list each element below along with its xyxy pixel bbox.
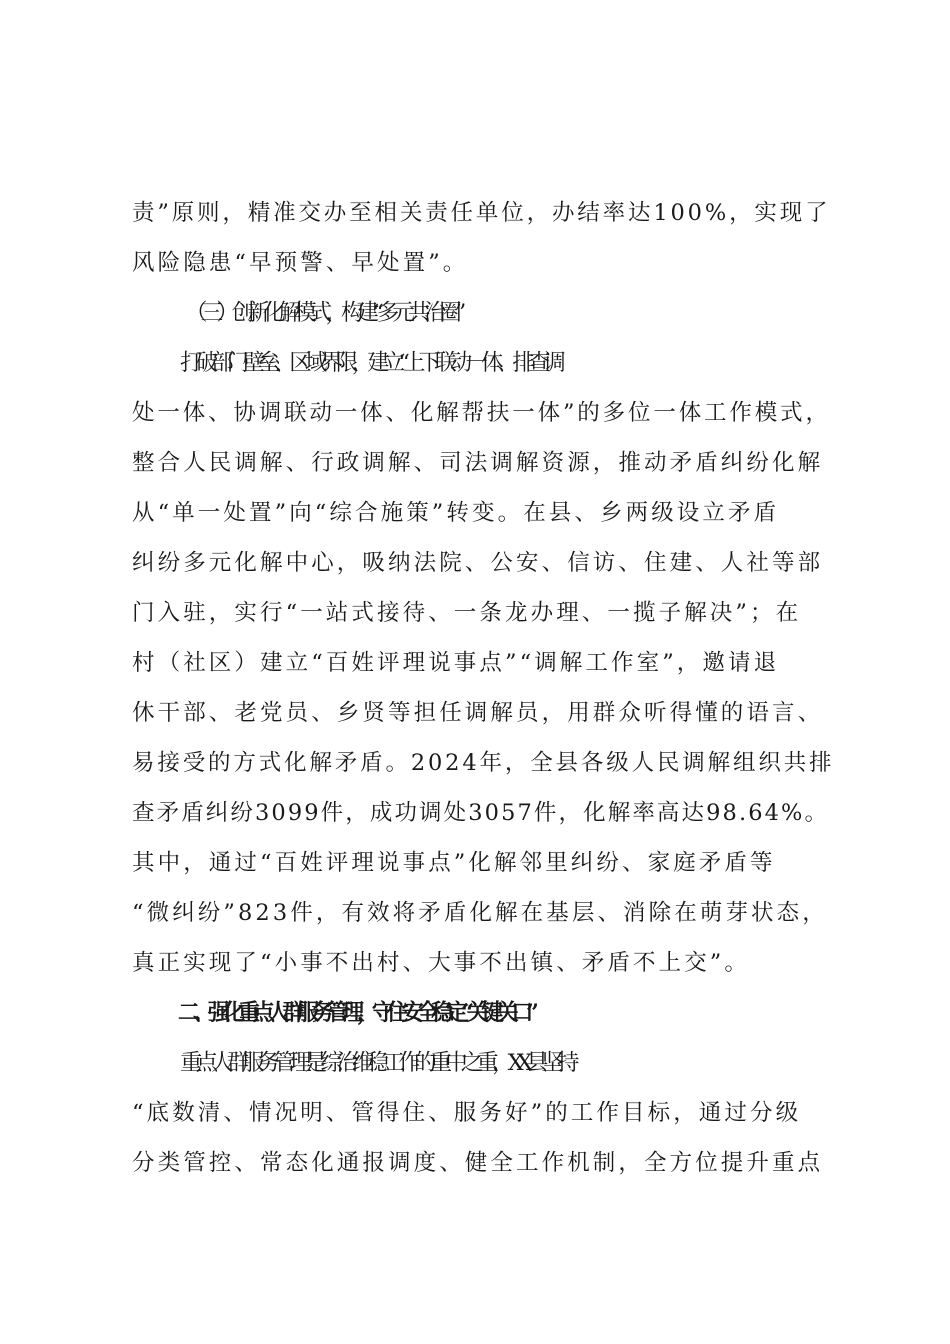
paragraph-line: 责”原则，精准交办至相关责任单位，办结率达100%，实现了 (132, 200, 831, 226)
paragraph-line: “底数清、情况明、管得住、服务好”的工作目标，通过分级 (132, 1100, 802, 1126)
paragraph-line: 重点人群服务管理是综治维稳工作的重中之重，XX县坚持 (180, 1050, 573, 1076)
paragraph-line: 打破部门壁垒、区域界限，建立“上下联动一体、排查调 (180, 350, 560, 376)
paragraph-line: “微纠纷”823件，有效将矛盾化解在基层、消除在萌芽状态， (132, 900, 828, 926)
paragraph-line: 易接受的方式化解矛盾。2024年，全县各级人民调解组织共排 (132, 750, 835, 776)
paragraph-line: 风险隐患“早预警、早处置”。 (132, 250, 469, 276)
paragraph-line: 休干部、老党员、乡贤等担任调解员，用群众听得懂的语言、 (132, 700, 824, 726)
paragraph-line: 查矛盾纠纷3099件，成功调处3057件，化解率高达98.64%。 (132, 800, 830, 826)
paragraph-line: 其中，通过“百姓评理说事点”化解邻里纠纷、家庭矛盾等 (132, 850, 776, 876)
paragraph-line: 真正实现了“小事不出村、大事不出镇、矛盾不上交”。 (132, 950, 751, 976)
paragraph-line: 处一体、协调联动一体、化解帮扶一体”的多位一体工作模式， (132, 400, 831, 426)
paragraph-line: 从“单一处置”向“综合施策”转变。在县、乡两级设立矛盾 (132, 500, 780, 526)
section-subheading: （三）创新化解模式，构建“多元共治圈” (185, 300, 460, 326)
paragraph-line: 纠纷多元化解中心，吸纳法院、公安、信访、住建、人社等部 (132, 550, 824, 576)
section-heading: 二、强化重点人群服务管理，守住安全稳定“关键关口” (178, 1000, 532, 1026)
paragraph-line: 整合人民调解、行政调解、司法调解资源，推动矛盾纠纷化解 (132, 450, 824, 476)
paragraph-line: 村（社区）建立“百姓评理说事点”“调解工作室”，邀请退 (132, 650, 780, 676)
paragraph-line: 门入驻，实行“一站式接待、一条龙办理、一揽子解决”；在 (132, 600, 802, 626)
paragraph-line: 分类管控、常态化通报调度、健全工作机制，全方位提升重点 (132, 1150, 824, 1176)
